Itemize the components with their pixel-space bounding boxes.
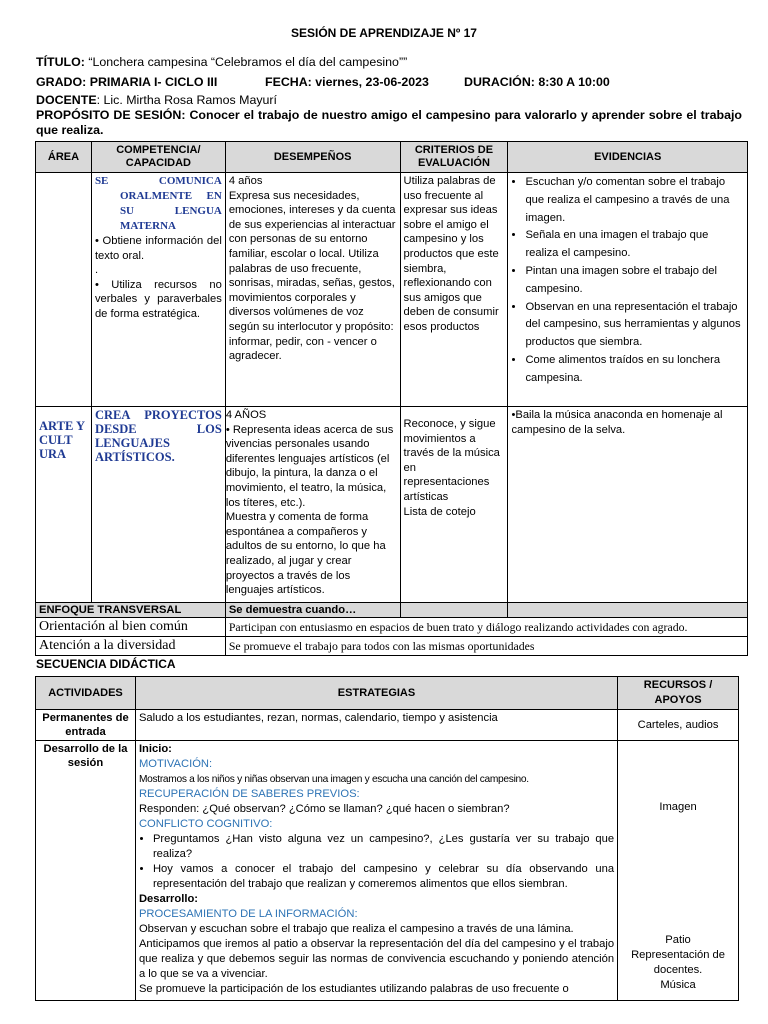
fecha-label: FECHA: — [265, 75, 312, 89]
comunicacion-desempenos: 4 años Expresa sus necesidades, emociones, intereses y da cuenta de sus experiencias al interactuar con personas de su entorno familiar, escolar o local. Utiliza palabras de uso frecuente, sonrisas, miradas, señas, gestos, movimientos corporales y diversos volúmenes de voz según su interlocutor y propósito: informar, pedir, con - vencer o agradecer. — [225, 173, 400, 407]
recurso-patio: Patio Representación de docentes. Música — [631, 934, 725, 991]
duracion-label: DURACIÓN: — [464, 75, 535, 89]
secuencia-title: SECUENCIA DIDÁCTICA — [36, 657, 176, 671]
docente-line — [36, 93, 277, 107]
secuencia-header-row — [36, 677, 739, 710]
desarrollo-label: Desarrollo: — [138, 893, 199, 905]
evidencia-2: • Señala en una imagen el trabajo que realiza el campesino. — [525, 227, 744, 263]
conflicto-item-1: • Preguntamos ¿Han visto alguna vez un campesino?, ¿Les gustaría ver su trabajo que realiza? — [153, 832, 614, 862]
conflicto-head: CONFLICTO COGNITIVO: — [138, 818, 273, 830]
motivacion-head: MOTIVACIÓN: — [138, 758, 213, 770]
docente-value: : Lic. Mirtha Rosa Ramos Mayurí — [96, 93, 277, 107]
titulo-value: “Lonchera campesina “Celebramos el día del campesino”” — [88, 55, 408, 69]
comunicacion-evidencias — [508, 173, 748, 407]
proposito-label: PROPÓSITO DE SESIÓN: — [36, 108, 186, 122]
capacidad-1: • Obtiene información del texto oral. — [94, 235, 222, 262]
comunicacion-row — [36, 173, 748, 407]
arte-row — [36, 407, 748, 603]
header-criterios: CRITERIOS DE EVALUACIÓN — [400, 142, 508, 173]
evidencia-4: • Observan en una representación el trabajo del campesino, sus herramientas y algunos productos que siembra. — [525, 299, 744, 352]
enfoque-header-row — [36, 603, 748, 618]
permanentes-actividad: Permanentes de entrada — [36, 710, 136, 741]
capacidad-dot: . — [94, 264, 99, 277]
fecha-value: viernes, 23-06-2023 — [315, 75, 429, 89]
desarrollo-row — [36, 741, 739, 1001]
page-title: SESIÓN DE APRENDIZAJE Nº 17 — [291, 26, 477, 40]
demuestra-label: Se demuestra cuando… — [225, 603, 400, 618]
desarrollo-actividad: Desarrollo de la sesión — [36, 741, 136, 1001]
procesamiento-text-1: Observan y escuchan sobre el trabajo que realiza el campesino a través de una lámina. — [138, 923, 574, 935]
enfoque-name-2: Atención a la diversidad — [36, 637, 226, 656]
competencias-table — [35, 141, 748, 656]
permanentes-estrategia: Saludo a los estudiantes, rezan, normas, calendario, tiempo y asistencia — [135, 710, 617, 741]
evidencia-5: • Come alimentos traídos en su lonchera campesina. — [525, 352, 744, 388]
desarrollo-estrategias — [135, 741, 617, 1001]
comunicacion-competencia-cell — [91, 173, 225, 407]
arte-area: ARTE Y CULT URA — [36, 407, 92, 603]
comunicacion-criterios: Utiliza palabras de uso frecuente al expresar sus ideas sobre el amigo el campesino y los productos que este siembra, reflexionando con sus amigos que deben de consumir esos productos — [400, 173, 508, 407]
recurso-imagen: Imagen — [659, 801, 697, 813]
enfoque-name-1: Orientación al bien común — [36, 618, 226, 637]
enfoque-text-1: Participan con entusiasmo en espacios de buen trato y diálogo realizando actividades con agrado. — [225, 618, 747, 637]
inicio-label: Inicio: — [138, 743, 172, 755]
procesamiento-text-3: Se promueve la participación de los estudiantes utilizando palabras de uso frecuente o — [138, 983, 569, 995]
competencias-header-row — [36, 142, 748, 173]
titulo-label: TÍTULO: — [36, 55, 85, 69]
arte-competencia: CREA PROYECTOS DESDE LOS LENGUAJES ARTÍSTICOS. — [91, 407, 225, 603]
docente-label: DOCENTE — [36, 93, 97, 107]
procesamiento-head: PROCESAMIENTO DE LA INFORMACIÓN: — [138, 908, 358, 920]
conflicto-item-2: • Hoy vamos a conocer el trabajo del campesino y celebrar su día observando una representación del trabajo que realizan y comeremos alimentos que ellos siembran. — [153, 862, 614, 892]
duracion-value: 8:30 A 10:00 — [538, 75, 610, 89]
header-estrategias: ESTRATEGIAS — [135, 677, 617, 710]
arte-desempenos-cell — [225, 407, 400, 603]
grado-line — [36, 75, 217, 89]
header-competencia: COMPETENCIA/ CAPACIDAD — [91, 142, 225, 173]
proposito-value: Conocer el trabajo de nuestro amigo el campesino para valorarlo y aprender sobre el trabajo que realiza. — [36, 108, 742, 137]
enfoque-row-2 — [36, 637, 748, 656]
arte-evidencias: •Baila la música anaconda en homenaje al campesino de la selva. — [508, 407, 748, 603]
capacidad-2: • Utiliza recursos no verbales y paraverbales de forma estratégica. — [94, 278, 222, 320]
enfoque-label: ENFOQUE TRANSVERSAL — [36, 603, 226, 618]
comunicacion-competencia: SE COMUNICA ORALMENTE EN SU LENGUA MATERNA — [94, 175, 222, 232]
grado-label: GRADO: — [36, 75, 87, 89]
arte-criterios: Reconoce, y sigue movimientos a través de la música en representaciones artísticas Lista de cotejo — [400, 407, 508, 603]
duracion-line — [464, 75, 610, 89]
fecha-line — [265, 75, 429, 89]
header-actividades: ACTIVIDADES — [36, 677, 136, 710]
arte-desempenos: • Representa ideas acerca de sus vivencias personales usando diferentes lenguajes artísticos (el dibujo, la pintura, la danza o el movimiento, el teatro, la música, los títeres, etc.). Muestra y comenta de forma espontánea a compañeros y adultos de su entorno, lo que ha realizado, al jugar y crear proyectos a través de los lenguajes artísticos. — [225, 423, 394, 597]
evidencia-1: • Escuchan y/o comentan sobre el trabajo que realiza el campesino a través de una imagen. — [525, 174, 744, 227]
secuencia-table — [35, 676, 739, 1001]
permanentes-row — [36, 710, 739, 741]
comunicacion-area — [36, 173, 92, 407]
evidencia-3: • Pintan una imagen sobre el trabajo del campesino. — [525, 263, 744, 299]
header-recursos: RECURSOS / APOYOS — [618, 677, 739, 710]
enfoque-text-2: Se promueve el trabajo para todos con las mismas oportunidades — [225, 637, 747, 656]
arte-desempenos-head: 4 AÑOS — [225, 409, 267, 421]
recuperacion-text: Responden: ¿Qué observan? ¿Cómo se llaman? ¿qué hacen o siembran? — [138, 803, 510, 815]
procesamiento-text-2: Anticipamos que iremos al patio a observar la representación del día del campesino y el trabajo que realiza y que debemos seguir las normas de convivencia escuchando y poniendo atención a lo que se va a vivenciar. — [138, 938, 615, 980]
desarrollo-recursos — [618, 741, 739, 1001]
permanentes-recursos: Carteles, audios — [618, 710, 739, 741]
proposito-line — [36, 108, 742, 138]
enfoque-row-1 — [36, 618, 748, 637]
header-area: ÁREA — [36, 142, 92, 173]
titulo-line — [36, 55, 407, 69]
header-desempenos: DESEMPEÑOS — [225, 142, 400, 173]
header-evidencias: EVIDENCIAS — [508, 142, 748, 173]
recuperacion-head: RECUPERACIÓN DE SABERES PREVIOS: — [138, 788, 360, 800]
grado-value: PRIMARIA I- CICLO III — [89, 75, 218, 89]
motivacion-text: Mostramos a los niños y niñas observan una imagen y escucha una canción del campesino. — [138, 774, 529, 785]
